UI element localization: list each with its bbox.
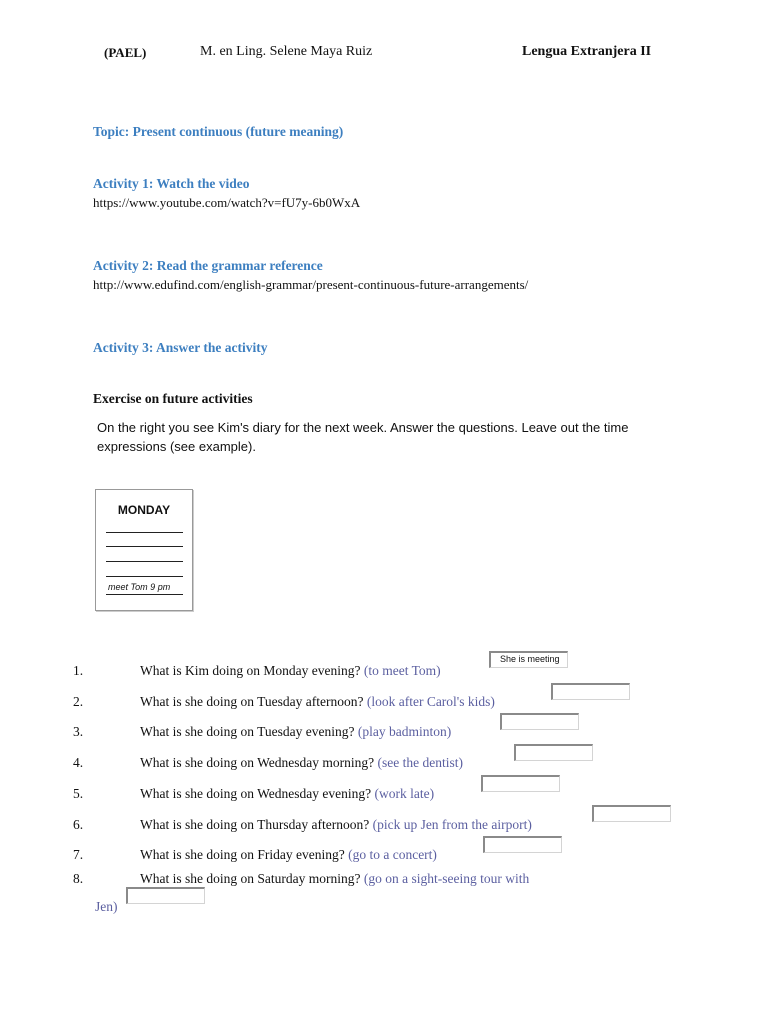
question-text: [140, 817, 532, 833]
activity-1-title: Activity 1: Watch the video: [93, 176, 250, 191]
question-prompt: What is she doing on Friday evening?: [140, 847, 345, 862]
question-text: [140, 724, 451, 740]
question-number: 7.: [73, 847, 84, 862]
diary-day-label: MONDAY: [117, 503, 171, 517]
activity-2-title: Activity 2: Read the grammar reference: [93, 258, 323, 273]
answer-field[interactable]: [514, 744, 593, 761]
activity-2-link[interactable]: http://www.edufind.com/english-grammar/present-continuous-future-arrangements/: [93, 277, 529, 292]
question-text: [140, 871, 529, 887]
question-hint-continued: Jen): [95, 899, 118, 914]
diary-entry: meet Tom 9 pm: [108, 582, 171, 592]
header-teacher: M. en Ling. Selene Maya Ruiz: [200, 44, 373, 59]
answer-field[interactable]: [551, 683, 630, 700]
question-text: [140, 663, 441, 679]
question-prompt: What is she doing on Thursday afternoon?: [140, 817, 370, 832]
question-number: 5.: [73, 786, 84, 801]
question-text: [140, 786, 434, 802]
exercise-title: Exercise on future activities: [93, 391, 253, 406]
question-prompt: What is she doing on Wednesday evening?: [140, 786, 372, 801]
question-hint: (look after Carol's kids): [366, 694, 495, 709]
question-hint: (go to a concert): [348, 847, 437, 862]
question-hint: (see the dentist): [377, 755, 463, 770]
question-hint: (go on a sight-seeing tour with: [363, 871, 530, 886]
question-number: 8.: [73, 871, 84, 886]
question-text: [140, 755, 463, 771]
answer-field[interactable]: [489, 651, 568, 668]
diary-line: [106, 561, 183, 562]
question-number: 6.: [73, 817, 84, 832]
answer-field[interactable]: [481, 775, 560, 792]
question-number: 4.: [73, 755, 84, 770]
question-prompt: What is she doing on Tuesday evening?: [140, 724, 355, 739]
activity-1-link[interactable]: https://www.youtube.com/watch?v=fU7y-6b0WxA: [93, 195, 361, 210]
diary-line: [106, 532, 183, 533]
question-number: 1.: [73, 663, 84, 678]
question-number: 3.: [73, 724, 84, 739]
question-text: [140, 847, 437, 863]
question-number: 2.: [73, 694, 84, 709]
question-prompt: What is she doing on Saturday morning?: [140, 871, 361, 886]
question-hint: (pick up Jen from the airport): [372, 817, 532, 832]
question-text: [140, 694, 495, 710]
diary-line: [106, 546, 183, 547]
answer-value: She is meeting: [500, 654, 560, 664]
header-course: Lengua Extranjera II: [522, 44, 652, 59]
answer-field[interactable]: [500, 713, 579, 730]
diary-page: [95, 489, 193, 611]
answer-field[interactable]: [592, 805, 671, 822]
diary-line: [106, 576, 183, 577]
answer-field[interactable]: [126, 887, 205, 904]
question-prompt: What is Kim doing on Monday evening?: [140, 663, 361, 678]
header-program: (PAEL): [104, 45, 147, 60]
question-hint: (play badminton): [357, 724, 452, 739]
question-hint: (work late): [374, 786, 435, 801]
question-hint: (to meet Tom): [363, 663, 441, 678]
answer-field[interactable]: [483, 836, 562, 853]
diary-line: [106, 594, 183, 595]
activity-3-title: Activity 3: Answer the activity: [93, 340, 268, 355]
question-prompt: What is she doing on Wednesday morning?: [140, 755, 375, 770]
exercise-instructions: On the right you see Kim's diary for the next week. Answer the questions. Leave out the time expressions (see example).: [97, 420, 629, 454]
topic-heading: Topic: Present continuous (future meaning): [93, 124, 344, 139]
question-prompt: What is she doing on Tuesday afternoon?: [140, 694, 364, 709]
